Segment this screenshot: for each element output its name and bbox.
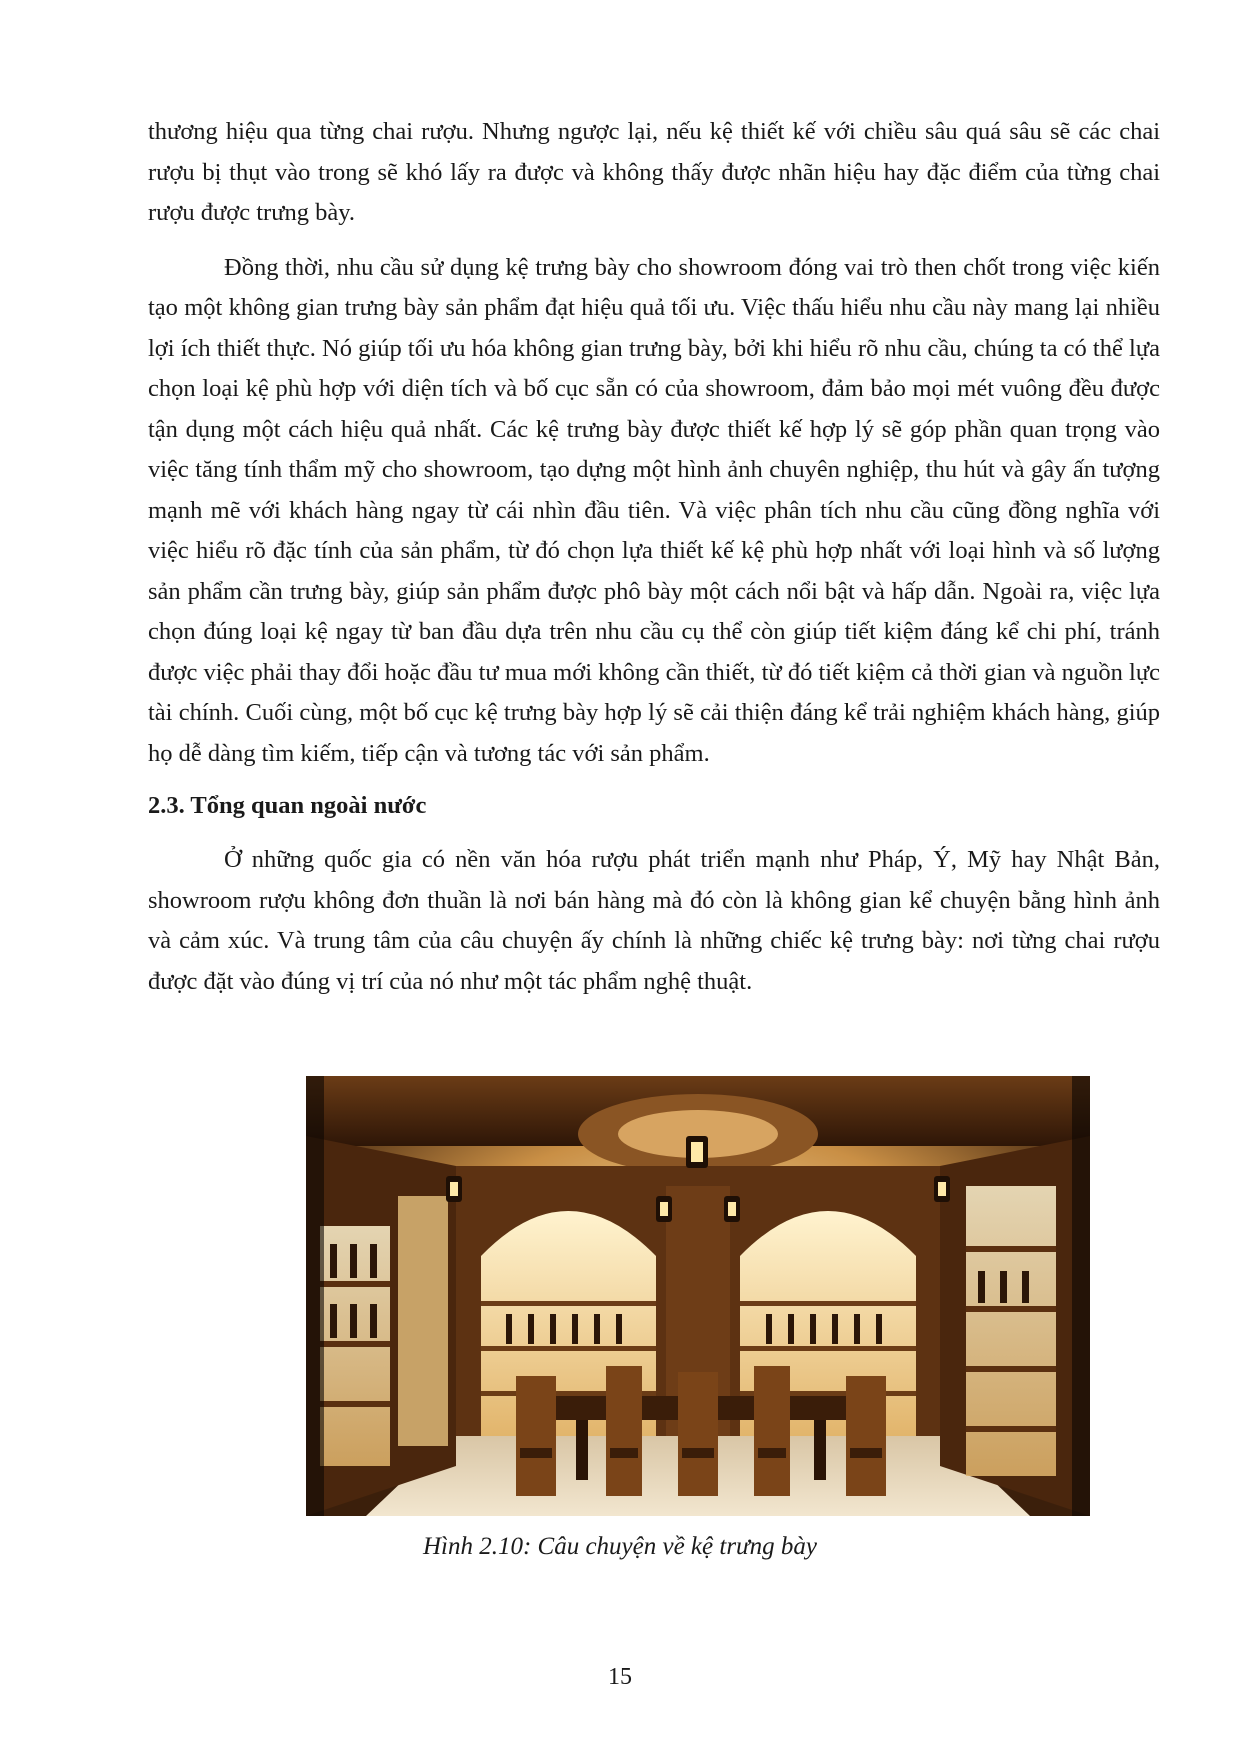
paragraph-overseas-overview: Ở những quốc gia có nền văn hóa rượu phát triển mạnh như Pháp, Ý, Mỹ hay Nhật Bản, showroom rượu không đơn thuần là nơi bán hàng mà đó còn là không gian kể chuyện bằng hình ảnh và cảm xúc. Và trung tâm của câu chuyện ấy chính là những chiếc kệ trưng bày: nơi từng chai rượu được đặt vào đúng vị trí của nó như một tác phẩm nghệ thuật. (148, 846, 1160, 995)
wine-showroom-photo (306, 1076, 1090, 1516)
document-body (148, 112, 1160, 1002)
figure-caption: Hình 2.10: Câu chuyện về kệ trưng bày (422, 1533, 818, 1560)
paragraph-display-needs: Đồng thời, nhu cầu sử dụng kệ trưng bày cho showroom đóng vai trò then chốt trong việc kiến tạo một không gian trưng bày sản phẩm đạt hiệu quả tối ưu. Việc thấu hiểu nhu cầu này mang lại nhiều lợi ích thiết thực. Nó giúp tối ưu hóa không gian trưng bày, bởi khi hiểu rõ nhu cầu, chúng ta có thể lựa chọn loại kệ phù hợp với diện tích và bố cục sẵn có của showroom, đảm bảo mọi mét vuông đều được tận dụng một cách hiệu quả nhất. Các kệ trưng bày được thiết kế hợp lý sẽ góp phần quan trọng vào việc tăng tính thẩm mỹ cho showroom, tạo dựng một hình ảnh chuyên nghiệp, thu hút và gây ấn tượng mạnh mẽ với khách hàng ngay từ cái nhìn đầu tiên. Và việc phân tích nhu cầu cũng đồng nghĩa với việc hiểu rõ đặc tính của sản phẩm, từ đó chọn lựa thiết kế kệ phù hợp nhất với loại hình và số lượng sản phẩm cần trưng bày, giúp sản phẩm được phô bày một cách nổi bật và hấp dẫn. Ngoài ra, việc lựa chọn đúng loại kệ ngay từ ban đầu dựa trên nhu cầu cụ thể còn giúp tiết kiệm đáng kể chi phí, tránh được việc phải thay đổi hoặc đầu tư mua mới không cần thiết, từ đó tiết kiệm cả thời gian và nguồn lực tài chính. Cuối cùng, một bố cục kệ trưng bày hợp lý sẽ cải thiện đáng kể trải nghiệm khách hàng, giúp họ dễ dàng tìm kiếm, tiếp cận và tương tác với sản phẩm. (148, 253, 1160, 767)
paragraph-continuation: thương hiệu qua từng chai rượu. Nhưng ngược lại, nếu kệ thiết kế với chiều sâu quá sâu sẽ các chai rượu bị thụt vào trong sẽ khó lấy ra được và không thấy được nhãn hiệu hay đặc điểm của từng chai rượu được trưng bày. (148, 118, 1160, 226)
section-heading: 2.3. Tổng quan ngoài nước (148, 792, 427, 819)
page-number: 15 (608, 1664, 632, 1690)
